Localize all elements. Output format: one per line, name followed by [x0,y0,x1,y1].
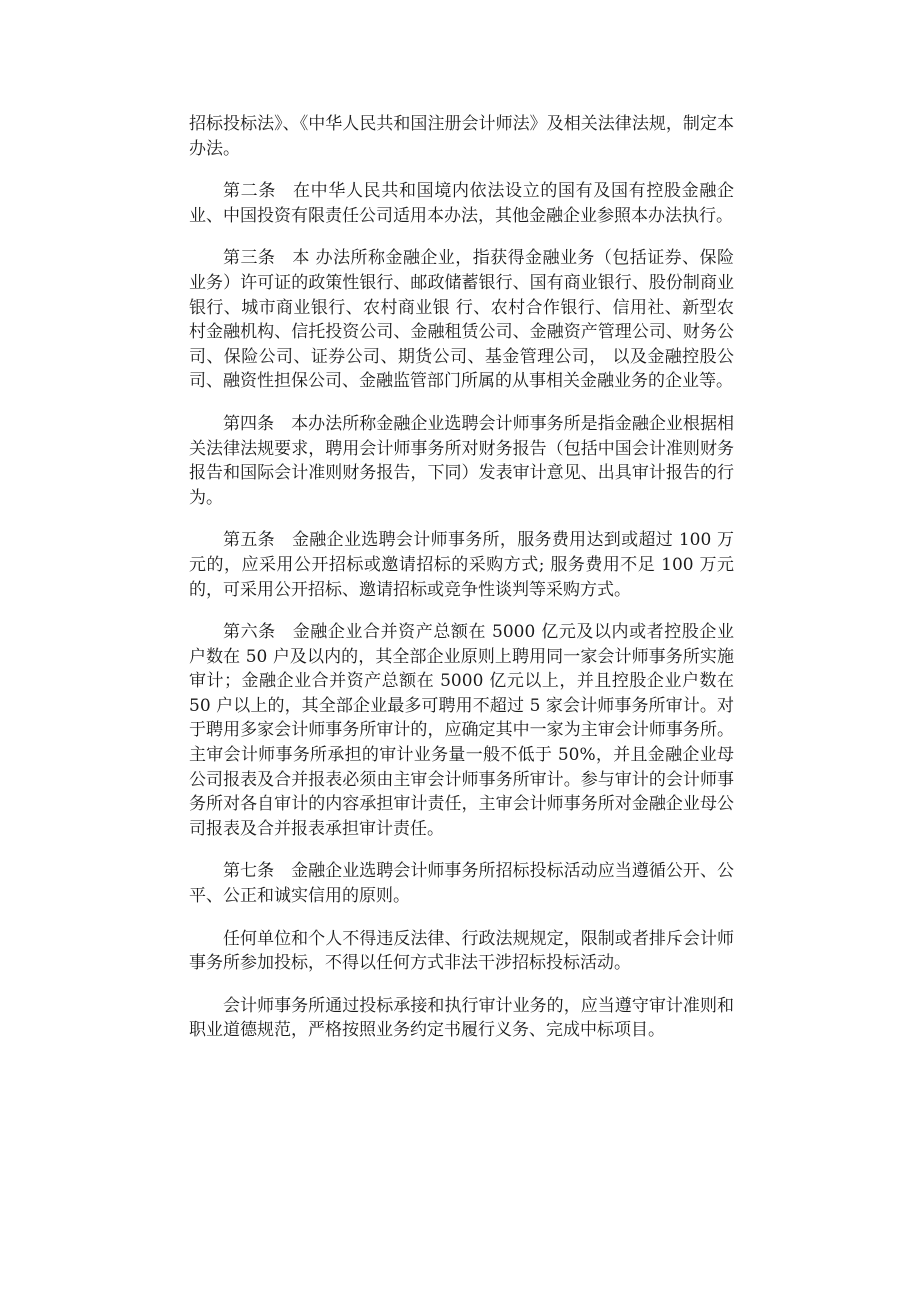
paragraph-text: 金融企业选聘会计师事务所，服务费用达到或超过 100 万元的，应采用公开招标或邀请招标的采购方式; 服务费用不足 100 万元的，可采用公开招标、邀请招标或竞争性谈判等采购方式。 [189,530,735,600]
article-6 [189,620,734,841]
paragraph-text: 在中华人民共和国境内依法设立的国有及国有控股金融企业、中国投资有限责任公司适用本办法，其他金融企业参照本办法执行。 [189,181,734,226]
paragraph-text: 金融企业选聘会计师事务所招标投标活动应当遵循公开、公平、公正和诚实信用的原则。 [189,861,735,907]
document-page [189,112,734,1061]
article-2 [189,179,734,228]
paragraph-text: 会计师事务所通过投标承接和执行审计业务的，应当遵守审计准则和职业道德规范，严格按照业务约定书履行义务、完成中标项目。 [189,995,734,1041]
article-number: 第六条 [223,622,276,643]
article-number: 第二条 [223,181,276,202]
article-5 [189,528,734,602]
paragraph-preamble-end [189,112,734,161]
paragraph-text: 本 办法所称金融企业，指获得金融业务（包括证券、保险业务）许可证的政策性银行、邮政储蓄银行、国有商业银行、股份制商业银行、城市商业银行、农村商业银 行、农村合作银行、信用社、新型农村金融机构、信托投资公司、金融租赁公司、金融资产管理公司、财务公司、保险公司、证券公司、期货公司、基金管理公司， 以及金融控股公司、融资性担保公司、金融监管部门所属的从事相关金融业务的企业等。 [189,248,735,392]
article-number: 第七条 [223,861,275,882]
article-4 [189,412,734,510]
article-number: 第四条 [223,413,275,434]
article-number: 第三条 [223,248,276,269]
article-7-paragraph-2 [189,927,734,976]
paragraph-text: 本办法所称金融企业选聘会计师事务所是指金融企业根据相关法律法规要求，聘用会计师事务所对财务报告（包括中国会计准则财务报告和国际会计准则财务报告，下同）发表审计意见、出具审计报告的行为。 [189,413,735,508]
article-number: 第五条 [223,530,275,551]
article-7-paragraph-3 [189,994,734,1043]
article-3 [189,246,734,394]
paragraph-text: 金融企业合并资产总额在 5000 亿元及以内或者控股企业户数在 50 户及以内的，其全部企业原则上聘用同一家会计师事务所实施审计；金融企业合并资产总额在 5000 亿元以上，并且控股企业户数在 50 户以上的，其全部企业最多可聘用不超过 5 家会计师事务所审计。对于聘用多家会计师事务所审计的，应确定其中一家为主审会计师事务所。主审会计师事务所承担的审计业务量一般不低于 50%，并且金融企业母公司报表及合并报表必须由主审会计师事务所审计。参与审计的会计师事务所对各自审计的内容承担审计责任，主审会计师事务所对金融企业母公司报表及合并报表承担审计责任。 [189,622,735,839]
paragraph-text: 招标投标法》、《中华人民共和国注册会计师法》及相关法律法规，制定本办法。 [189,114,734,159]
article-7 [189,859,734,908]
paragraph-text: 任何单位和个人不得违反法律、行政法规规定，限制或者排斥会计师事务所参加投标，不得以任何方式非法干涉招标投标活动。 [189,928,734,974]
